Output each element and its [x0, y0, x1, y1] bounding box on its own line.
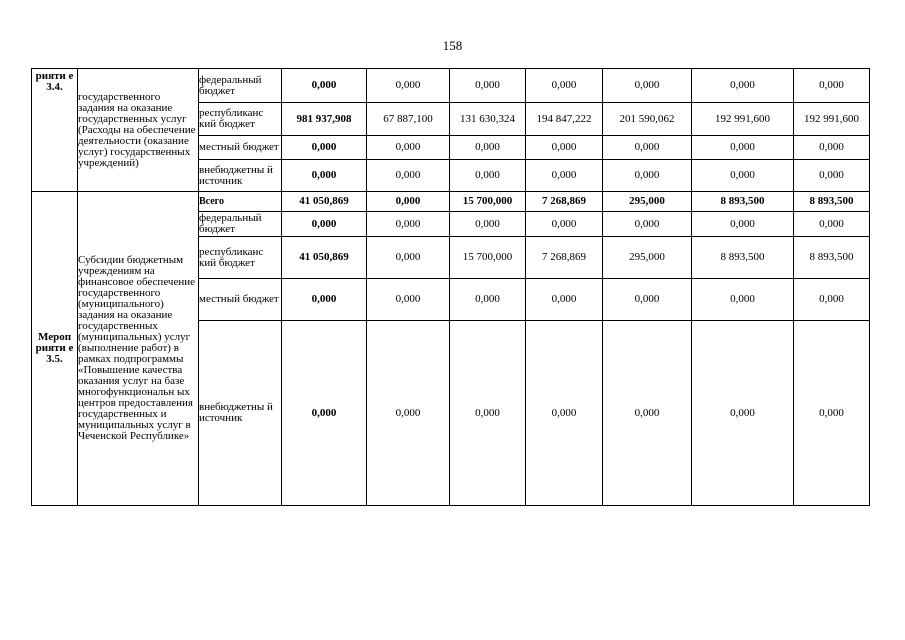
value-cell: 0,000	[794, 69, 870, 103]
value-total: 0,000	[282, 279, 367, 321]
value-cell: 0,000	[603, 321, 692, 506]
activity-code: рияти е 3.4.	[35, 70, 74, 93]
value-cell: 0,000	[526, 136, 603, 160]
value-cell: 0,000	[692, 212, 794, 237]
table-row	[32, 69, 870, 103]
value-cell: 0,000	[367, 136, 450, 160]
value-cell: 15 700,000	[450, 237, 526, 279]
funding-source: республиканс кий бюджет	[199, 237, 282, 279]
value-cell: 0,000	[603, 69, 692, 103]
value-cell: 192 991,600	[794, 103, 870, 136]
value-cell: 0,000	[526, 69, 603, 103]
value-cell: 201 590,062	[603, 103, 692, 136]
value-cell: 0,000	[526, 212, 603, 237]
value-cell: 0,000	[367, 192, 450, 212]
funding-source: внебюджетны й источник	[199, 160, 282, 192]
funding-source: внебюджетны й источник	[199, 321, 282, 506]
value-cell: 0,000	[367, 237, 450, 279]
value-cell: 295,000	[603, 192, 692, 212]
value-cell: 7 268,869	[526, 237, 603, 279]
activity-code-cell	[32, 192, 78, 506]
value-cell: 0,000	[692, 321, 794, 506]
value-cell: 0,000	[603, 160, 692, 192]
value-cell: 7 268,869	[526, 192, 603, 212]
value-cell: 194 847,222	[526, 103, 603, 136]
activity-code-cell	[32, 69, 78, 192]
activity-description: Субсидии бюджетным учреждениям на финансовое обеспечение государственного (муниципального) задания на оказание государственных (муниципальных) услуг (выполнение работ) в рамках подпрограммы «Повышение качества оказания услуг на базе многофункциональн ых центров предоставления государственных и муниципальных услуг в Чеченской Республике»	[78, 192, 199, 506]
value-cell: 67 887,100	[367, 103, 450, 136]
value-cell: 0,000	[450, 279, 526, 321]
value-cell: 15 700,000	[450, 192, 526, 212]
value-cell: 0,000	[526, 279, 603, 321]
value-cell: 8 893,500	[692, 192, 794, 212]
funding-source: местный бюджет	[199, 136, 282, 160]
value-cell: 0,000	[794, 212, 870, 237]
value-total: 981 937,908	[282, 103, 367, 136]
value-cell: 0,000	[526, 321, 603, 506]
value-total: 41 050,869	[282, 237, 367, 279]
value-cell: 0,000	[603, 212, 692, 237]
value-cell: 295,000	[603, 237, 692, 279]
value-cell: 0,000	[367, 321, 450, 506]
value-cell: 0,000	[367, 212, 450, 237]
activity-description: государственного задания на оказание государственных услуг (Расходы на обеспечение деятельности (оказание услуг) государственных учреждений)	[78, 69, 199, 192]
funding-source: федеральный бюджет	[199, 212, 282, 237]
page-number: 158	[442, 38, 463, 53]
value-total: 0,000	[282, 136, 367, 160]
value-cell: 0,000	[603, 279, 692, 321]
value-cell: 0,000	[450, 160, 526, 192]
value-cell: 0,000	[450, 321, 526, 506]
value-cell: 0,000	[367, 69, 450, 103]
value-cell: 0,000	[794, 136, 870, 160]
value-total: 0,000	[282, 321, 367, 506]
value-cell: 8 893,500	[794, 192, 870, 212]
value-total: 0,000	[282, 69, 367, 103]
value-cell: 0,000	[450, 212, 526, 237]
value-cell: 0,000	[692, 160, 794, 192]
value-cell: 0,000	[367, 160, 450, 192]
value-cell: 131 630,324	[450, 103, 526, 136]
value-total: 41 050,869	[282, 192, 367, 212]
funding-source: республиканс кий бюджет	[199, 103, 282, 136]
value-total: 0,000	[282, 212, 367, 237]
funding-source: местный бюджет	[199, 279, 282, 321]
value-cell: 0,000	[450, 136, 526, 160]
value-cell: 0,000	[603, 136, 692, 160]
table-row	[32, 192, 870, 212]
value-cell: 192 991,600	[692, 103, 794, 136]
value-cell: 0,000	[450, 69, 526, 103]
value-cell: 0,000	[794, 160, 870, 192]
activity-code: Мероп рияти е 3.5.	[35, 331, 74, 365]
value-cell: 0,000	[692, 279, 794, 321]
value-total: 0,000	[282, 160, 367, 192]
value-cell: 0,000	[692, 69, 794, 103]
budget-table	[31, 68, 870, 506]
value-cell: 0,000	[794, 321, 870, 506]
value-cell: 8 893,500	[692, 237, 794, 279]
value-cell: 0,000	[367, 279, 450, 321]
value-cell: 0,000	[526, 160, 603, 192]
value-cell: 0,000	[692, 136, 794, 160]
funding-source: федеральный бюджет	[199, 69, 282, 103]
value-cell: 8 893,500	[794, 237, 870, 279]
value-cell: 0,000	[794, 279, 870, 321]
funding-source: Всего	[199, 192, 282, 212]
